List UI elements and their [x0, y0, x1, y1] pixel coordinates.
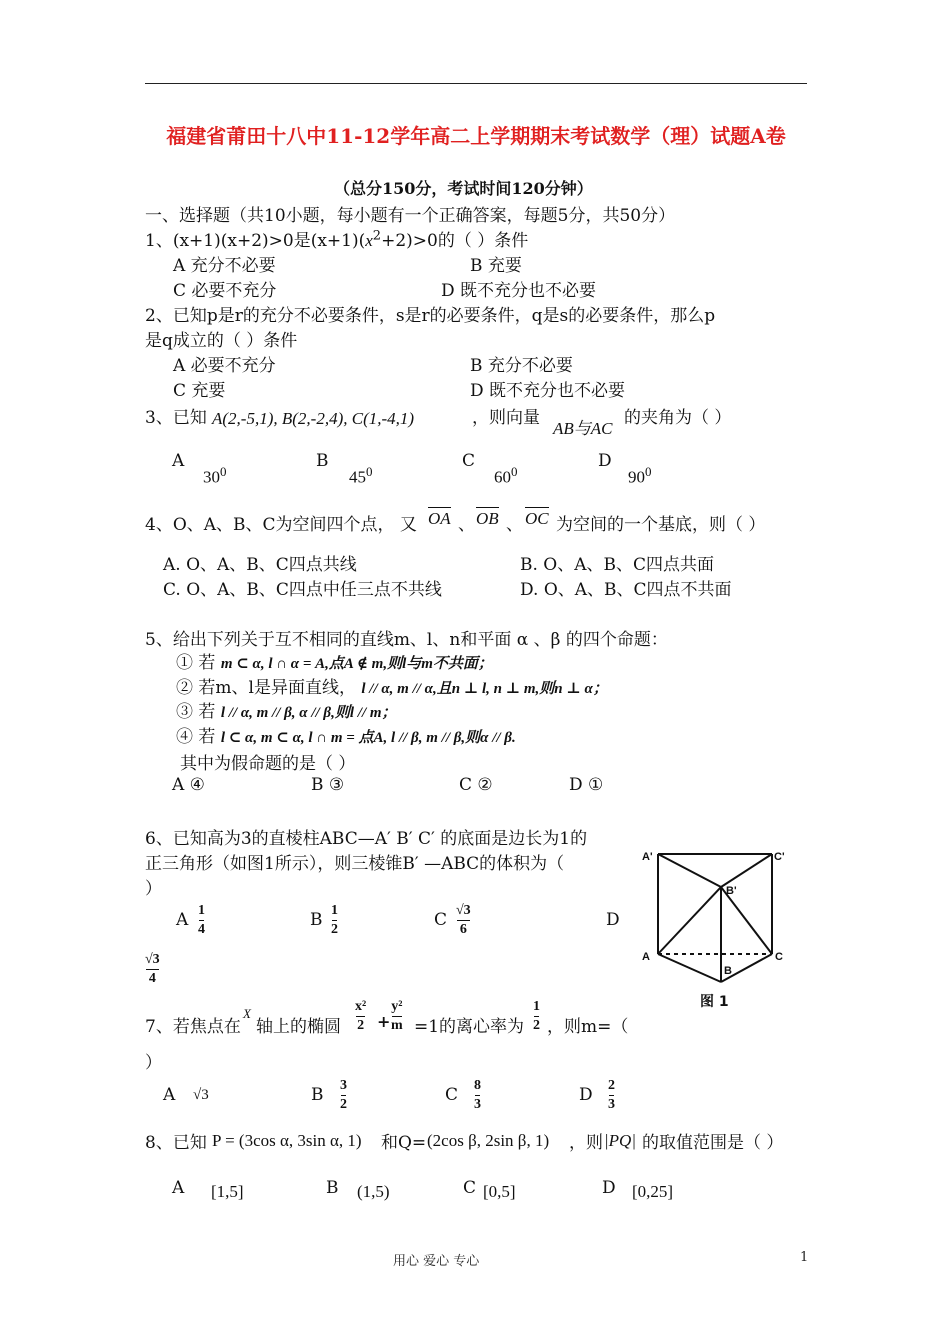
q8-option-c-value: [0,5] [483, 1182, 516, 1201]
q8-option-b-value: (1,5) [357, 1182, 390, 1201]
q4-text-b: 为空间的一个基底，则（ ） [556, 515, 766, 535]
q7-d-den: 3 [608, 1097, 615, 1112]
q7-d-num: 2 [608, 1078, 615, 1093]
q5-stem: 5、给出下列关于互不相同的直线m、l、n和平面 α 、β 的四个命题： [145, 630, 668, 650]
q7-eq: =1的离心率为 [414, 1017, 525, 1037]
edge-c-b1 [721, 887, 772, 954]
label-a-prime: A' [642, 851, 653, 863]
edge-a-b1 [658, 887, 721, 954]
q6-line1: 6、已知高为3的直棱柱ABC—A′ B′ C′ 的底面是边长为1的 [145, 829, 588, 849]
q8-and: 和Q= [381, 1133, 427, 1153]
header-rule [145, 83, 807, 84]
q6-option-a-fraction [198, 902, 205, 939]
q1-option-a: A 充分不必要 [173, 256, 276, 276]
q1-option-b: B 充要 [470, 256, 522, 276]
q7-c-num: 8 [474, 1078, 481, 1093]
q2-option-c: C 充要 [173, 381, 226, 401]
q2-option-a: A 必要不充分 [173, 356, 276, 376]
q1-text-a: 1、(x+1)(x+2)>0是(x+1)( [145, 231, 366, 251]
q3-option-a-value [203, 464, 227, 488]
q6-option-a-label: A [176, 910, 189, 930]
label-c: C [775, 951, 783, 963]
q3-b-deg: 0 [366, 464, 373, 479]
q6-d-numerator: √3 [145, 952, 160, 967]
q5-ask: 其中为假命题的是（ ） [180, 754, 356, 774]
q7-text-b: 轴上的椭圆 [256, 1017, 341, 1037]
q7-fraction-x [355, 998, 366, 1035]
page-number: 1 [800, 1250, 809, 1265]
q5-prop4 [176, 722, 516, 747]
q8-text-a: 8、已知 [145, 1133, 207, 1153]
footer-slogan: 用心 爱心 专心 [393, 1254, 480, 1269]
q8-text-b: ，则 [569, 1133, 603, 1153]
q4-text-a: 4、O、A、B、C为空间四个点， 又 [145, 515, 417, 535]
q7-c-den: 3 [474, 1097, 481, 1112]
q4-sep2: 、 [506, 515, 523, 535]
q6-d-denominator: 4 [148, 971, 156, 986]
q3-option-b-label: B [316, 451, 329, 471]
q6-line3: ） [145, 879, 162, 899]
figure-caption: 图 1 [700, 994, 729, 1010]
q3-c-deg: 0 [511, 464, 518, 479]
q3-option-d-label: D [598, 451, 612, 471]
q6-option-b-fraction [331, 902, 338, 939]
q4-option-c: C. O、A、B、C四点中任三点不共线 [163, 580, 442, 600]
q6-c-denominator: 6 [459, 922, 467, 937]
q4-vector-oa: OA [428, 509, 451, 528]
q7-den-m: m [391, 1018, 403, 1033]
question-1-stem [145, 226, 528, 251]
q7-option-c-label: C [445, 1085, 459, 1105]
q5-option-b: B ③ [311, 775, 345, 795]
q7-option-c-fraction [474, 1077, 481, 1114]
edge-c1-b1 [721, 854, 772, 887]
q7-option-b-fraction [340, 1077, 347, 1114]
question-2-line1: 2、已知p是r的充分不必要条件，s是r的必要条件，q是s的必要条件，那么p [145, 306, 716, 326]
q5-prop1 [176, 648, 493, 673]
q7-y2: y² [391, 999, 403, 1014]
q6-b-numerator: 1 [331, 903, 338, 918]
label-a: A [642, 951, 650, 963]
label-b-prime: B' [726, 885, 737, 897]
q3-c-num: 60 [494, 467, 511, 487]
q7-close: ） [145, 1053, 162, 1073]
q6-option-c-label: C [434, 910, 448, 930]
q3-option-c-value [494, 464, 518, 488]
q8-option-b-label: B [326, 1178, 339, 1198]
q1-text-b: +2)>0的（ ）条件 [381, 231, 529, 251]
q6-b-denominator: 2 [331, 922, 338, 937]
q1-option-d: D 既不充分也不必要 [441, 281, 597, 301]
q3-text-a: 3、已知 [145, 408, 207, 428]
q3-a-num: 30 [203, 467, 220, 487]
exam-info: （总分150分，考试时间120分钟） [334, 179, 593, 198]
label-c-prime: C' [774, 851, 785, 863]
section-heading: 一、选择题（共10小题，每小题有一个正确答案，每题5分，共50分） [145, 206, 676, 226]
q8-option-d-label: D [602, 1178, 616, 1198]
q3-d-deg: 0 [645, 464, 652, 479]
q8-pq-modulus: |PQ| [604, 1131, 637, 1150]
q8-option-d-value: [0,25] [632, 1182, 674, 1201]
q5-prop2-math: l // α, m // α,且n ⊥ l, n ⊥ m,则n ⊥ α； [361, 681, 608, 697]
q6-a-numerator: 1 [198, 903, 205, 918]
q7-x-var: X [243, 1006, 251, 1021]
q3-option-a-label: A [172, 451, 185, 471]
q7-option-d-fraction [608, 1077, 615, 1114]
q5-prop3-math: l // α, m // β, α // β,则l // m； [220, 705, 397, 721]
q5-option-c: C ② [459, 775, 493, 795]
q8-option-c-label: C [463, 1178, 477, 1198]
q7-plus: + [377, 1012, 391, 1031]
q7-option-d-label: D [579, 1085, 593, 1105]
q3-text-b: ，则向量 [472, 408, 540, 428]
q5-prop3-lead: ③ 若 [176, 702, 216, 722]
q8-p-vector: P = (3cos α, 3sin α, 1) [212, 1131, 362, 1150]
q6-a-denominator: 4 [198, 922, 205, 937]
q4-option-d: D. O、A、B、C四点不共面 [520, 580, 732, 600]
q7-e-num: 1 [533, 999, 540, 1014]
q4-option-b: B. O、A、B、C四点共面 [520, 555, 715, 575]
q5-option-d: D ① [569, 775, 604, 795]
q5-prop1-lead: ① 若 [176, 653, 216, 673]
q6-option-d-fraction [145, 951, 160, 988]
q3-text-c: 的夹角为（ ） [624, 408, 732, 428]
q3-points: A(2,-5,1), B(2,-2,4), C(1,-4,1) [212, 409, 415, 428]
q5-option-a: A ④ [172, 775, 205, 795]
edge-a1-b1 [658, 854, 721, 887]
q7-text-c: ，则m=（ [547, 1017, 629, 1037]
q6-line2: 正三角形（如图1所示），则三棱锥B′ —ABC的体积为（ [145, 854, 565, 874]
q2-option-b: B 充分不必要 [470, 356, 573, 376]
q5-prop4-lead: ④ 若 [176, 727, 216, 747]
q3-option-d-value [628, 464, 652, 488]
q7-option-b-label: B [311, 1085, 324, 1105]
q1-option-c: C 必要不充分 [173, 281, 277, 301]
q7-option-a-label: A [163, 1085, 176, 1105]
q7-option-a-value: √3 [193, 1087, 209, 1103]
q5-prop4-math: l ⊂ α, m ⊂ α, l ∩ m = 点A, l // β, m // β,则α // β. [220, 730, 516, 746]
q5-prop1-math: m ⊂ α, l ∩ α = A,点A ∉ m,则l与m不共面； [220, 656, 493, 672]
q3-option-c-label: C [462, 451, 476, 471]
q4-sep1: 、 [458, 515, 475, 535]
q2-option-d: D 既不充分也不必要 [470, 381, 626, 401]
q3-b-num: 45 [349, 467, 366, 487]
q7-b-den: 2 [340, 1097, 347, 1112]
q3-option-b-value [349, 464, 373, 488]
q3-a-deg: 0 [220, 464, 227, 479]
q1-x: x [365, 231, 373, 250]
q5-prop2-lead: ② 若m、l是异面直线， [176, 678, 356, 698]
q4-vector-ob: OB [476, 509, 499, 528]
question-2-line2: 是q成立的（ ）条件 [145, 331, 298, 351]
q7-x2: x² [355, 999, 367, 1014]
edge-a-b [658, 954, 721, 982]
q7-fraction-y [391, 998, 403, 1035]
page-title: 福建省莆田十八中11-12学年高二上学期期末考试数学（理）试题A卷 [166, 124, 786, 148]
q3-d-num: 90 [628, 467, 645, 487]
q5-prop2 [176, 673, 608, 698]
prism-figure [636, 842, 796, 1012]
q1-sup: 2 [372, 228, 382, 244]
q7-den-2: 2 [357, 1018, 365, 1033]
q4-option-a: A. O、A、B、C四点共线 [163, 555, 357, 575]
q6-option-d-label: D [606, 910, 620, 930]
q5-prop3 [176, 697, 397, 722]
q6-option-c-fraction [456, 902, 471, 939]
q7-b-num: 3 [340, 1078, 347, 1093]
q7-text-a: 7、若焦点在 [145, 1017, 241, 1037]
q6-option-b-label: B [310, 910, 323, 930]
q8-text-c: 的取值范围是（ ） [642, 1133, 784, 1153]
q8-q-vector: (2cos β, 2sin β, 1) [427, 1131, 550, 1150]
q7-eccentricity [533, 998, 540, 1035]
q3-vectors: AB与AC [553, 419, 613, 438]
q8-option-a-value: [1,5] [211, 1182, 244, 1201]
q7-e-den: 2 [533, 1018, 540, 1033]
q4-vector-oc: OC [525, 509, 549, 528]
q8-option-a-label: A [172, 1178, 185, 1198]
label-b: B [724, 965, 732, 977]
q6-c-numerator: √3 [456, 903, 471, 918]
